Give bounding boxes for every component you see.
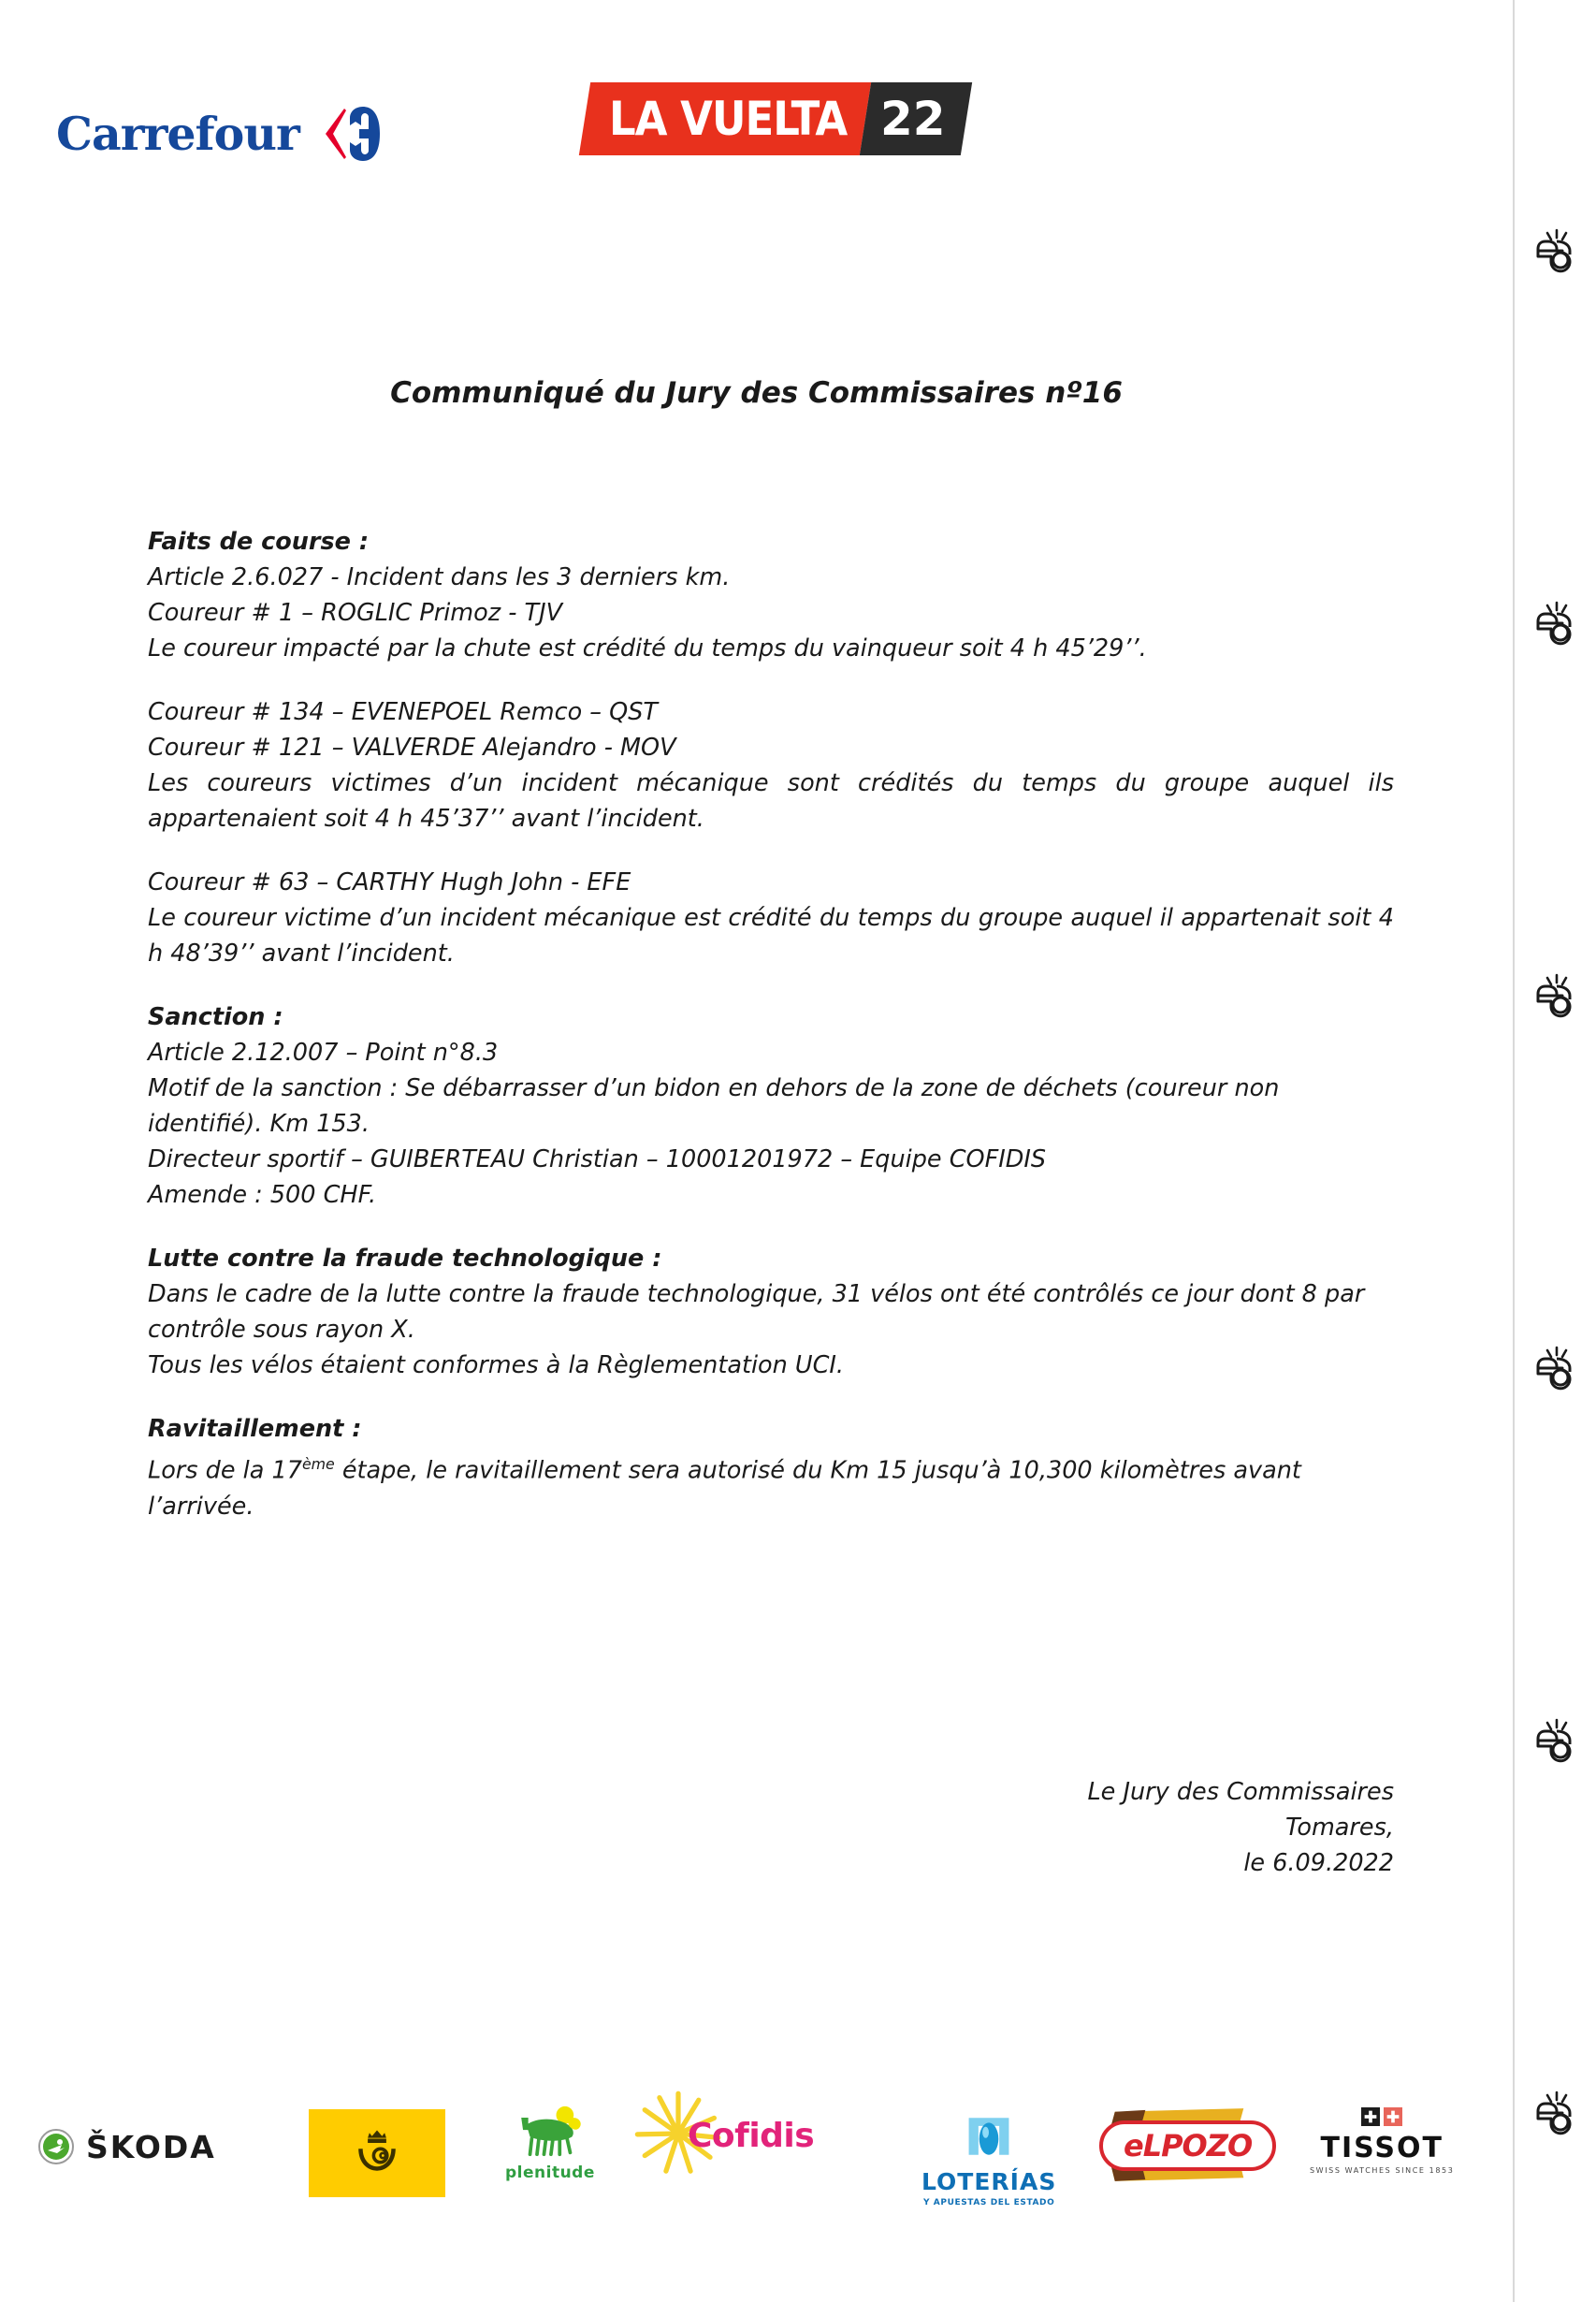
sponsor-skoda: [37, 2128, 216, 2165]
sponsor-cofidis: [688, 2117, 814, 2155]
correos-posthorn-crown-icon: [343, 2124, 411, 2182]
elpozo-wordmark: eLPOZO: [1124, 2128, 1253, 2164]
tissot-swiss-cross-icon: [1361, 2107, 1402, 2126]
section-ravitaillement: [148, 1411, 1394, 1524]
whistle-icon: [1532, 226, 1581, 275]
loterias-tagline: Y APUESTAS DEL ESTADO: [922, 2198, 1055, 2207]
body-line: Amende : 500 CHF.: [148, 1181, 377, 1209]
loterias-icon: [961, 2111, 1017, 2165]
sponsor-tissot: [1310, 2107, 1454, 2175]
document-body: [148, 524, 1394, 1524]
whistle-icon: [1532, 1344, 1581, 1392]
la-vuelta-logo: [579, 82, 972, 155]
la-vuelta-year: 22: [880, 92, 946, 146]
section-sanction: [148, 999, 1394, 1213]
body-paragraph: Les coureurs victimes d’un incident mécanique sont crédités du temps du groupe auquel ils appartenaient soit 4 h 45’37’’ avant l’incident.: [148, 769, 1394, 833]
section-heading: Lutte contre la fraude technologique :: [148, 1245, 662, 1273]
whistle-icon: [1532, 2089, 1581, 2137]
body-paragraph: Motif de la sanction : Se débarrasser d’un bidon en dehors de la zone de déchets (coureur non identifié). Km 153.: [148, 1074, 1280, 1138]
ravitaillement-text-pre: Lors de la 17: [148, 1456, 302, 1485]
body-paragraph: Le coureur victime d’un incident mécanique est crédité du temps du groupe auquel il appartenait soit 4 h 48’39’’ avant l’incident.: [148, 904, 1394, 968]
body-line: Coureur # 1 – ROGLIC Primoz - TJV: [148, 599, 563, 627]
body-paragraph: [148, 1447, 1394, 1524]
section-heading: Sanction :: [148, 1003, 283, 1031]
body-line: Article 2.12.007 – Point n°8.3: [148, 1039, 499, 1067]
carrefour-wordmark: Carrefour: [56, 106, 299, 161]
body-line: Coureur # 134 – EVENEPOEL Remco – QST: [148, 698, 658, 726]
document-header: [0, 0, 1513, 215]
section-heading: Faits de course :: [148, 528, 370, 556]
body-paragraph: Dans le cadre de la lutte contre la fraude technologique, 31 vélos ont été contrôlés ce jour dont 8 par contrôle sous rayon X.: [148, 1280, 1365, 1344]
la-vuelta-wordmark: LA VUELTA: [609, 92, 848, 146]
signature-line-place: Tomares,: [1284, 1814, 1394, 1842]
section-heading: Ravitaillement :: [148, 1415, 362, 1443]
body-line: Directeur sportif – GUIBERTEAU Christian – 10001201972 – Equipe COFIDIS: [148, 1145, 1047, 1173]
la-vuelta-name-block: [579, 82, 872, 155]
body-line: Le coureur impacté par la chute est crédité du temps du vainqueur soit 4 h 45’29’’.: [148, 634, 1147, 663]
body-line: Coureur # 121 – VALVERDE Alejandro - MOV: [148, 734, 676, 762]
ravitaillement-text-post: étape, le ravitaillement sera autorisé du Km 15 jusqu’à 10,300 kilomètres avant l’arrivée.: [148, 1456, 1301, 1521]
whistle-icon: [1532, 971, 1581, 1020]
body-line: Coureur # 63 – CARTHY Hugh John - EFE: [148, 868, 631, 896]
signature-line-date: le 6.09.2022: [1243, 1849, 1394, 1877]
skoda-winged-arrow-icon: [37, 2128, 75, 2165]
whistle-icon: [1532, 599, 1581, 648]
body-line: Tous les vélos étaient conformes à la Règlementation UCI.: [148, 1351, 844, 1379]
eni-six-legged-dog-icon: [511, 2104, 589, 2162]
skoda-wordmark: ŠKODA: [86, 2128, 216, 2165]
section-evenepoel-valverde: [148, 694, 1394, 837]
carrefour-c-mark-icon: [314, 105, 382, 163]
cofidis-wordmark: Cofidis: [688, 2117, 815, 2155]
section-fraude-technologique: [148, 1241, 1394, 1383]
sponsor-elpozo: [1099, 2120, 1276, 2171]
la-vuelta-year-block: [860, 82, 972, 155]
page-title: Communiqué du Jury des Commissaires nº16: [390, 376, 1123, 410]
carrefour-logo: [56, 105, 382, 163]
tissot-tagline: SWISS WATCHES SINCE 1853: [1310, 2166, 1455, 2175]
whistle-icon: [1532, 1716, 1581, 1765]
sponsor-footer: [0, 2089, 1513, 2229]
loterias-wordmark: LOTERÍAS: [921, 2168, 1057, 2195]
body-line: Article 2.6.027 - Incident dans les 3 derniers km.: [148, 563, 731, 591]
margin-whistle-strip: [1523, 0, 1596, 2302]
sponsor-loterias: [921, 2111, 1056, 2207]
ravitaillement-ordinal-suffix: ème: [301, 1455, 335, 1473]
plenitude-wordmark: plenitude: [505, 2164, 595, 2182]
sponsor-plenitude: [505, 2104, 595, 2182]
signature-line-authority: Le Jury des Commissaires: [1087, 1778, 1394, 1806]
section-carthy: [148, 865, 1394, 971]
sponsor-correos: [309, 2109, 445, 2197]
section-faits-de-course: [148, 524, 1394, 666]
tissot-wordmark: TISSOT: [1320, 2132, 1444, 2164]
signature-block: [748, 1774, 1394, 1881]
margin-divider-line: [1513, 0, 1515, 2302]
